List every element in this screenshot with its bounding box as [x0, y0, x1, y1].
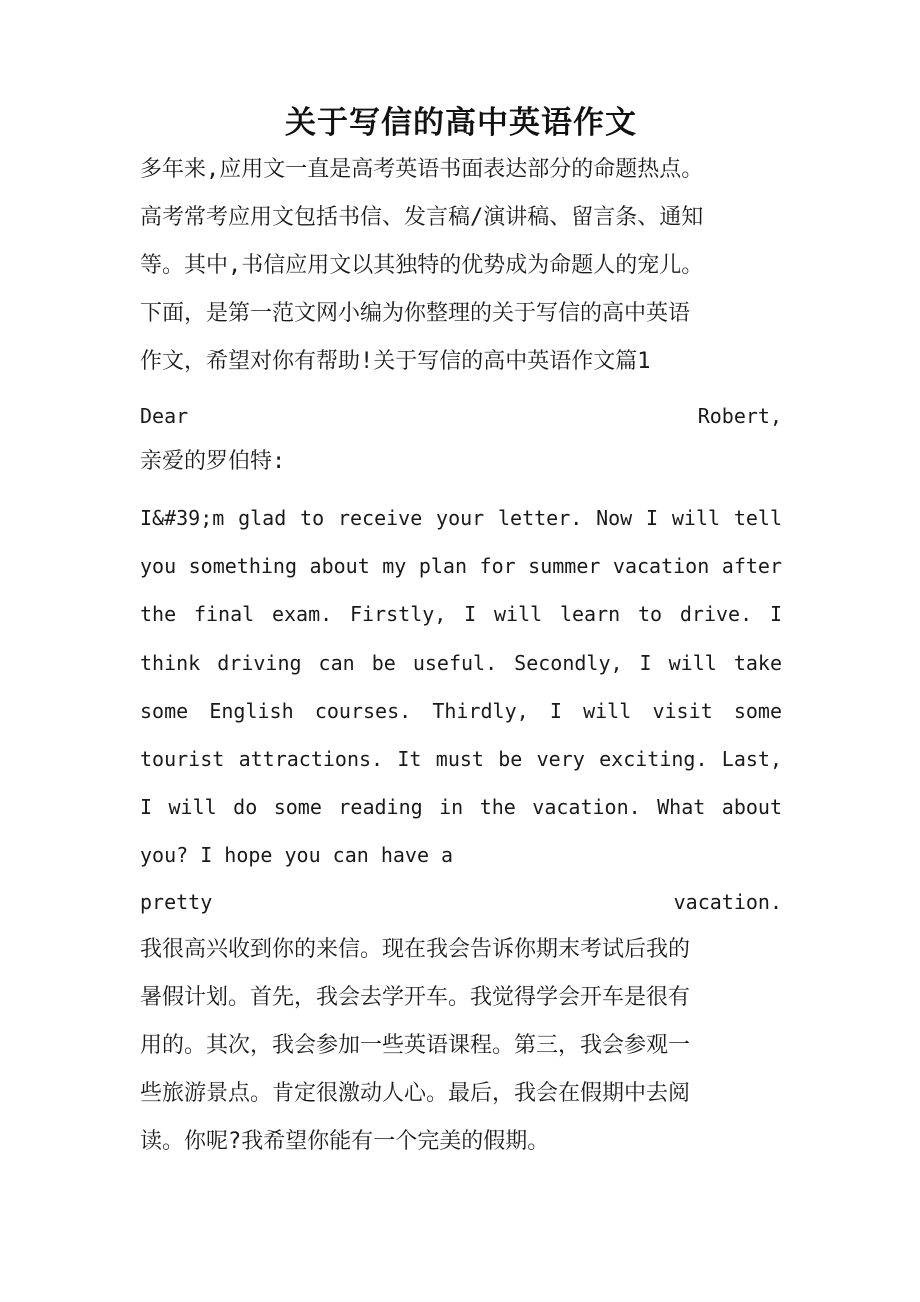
translation-line: 些旅游景点。肯定很激动人心。最后，我会在假期中去阅	[140, 1080, 691, 1106]
greeting-dear: Dear	[140, 404, 189, 428]
intro-line: 作文，希望对你有帮助!关于写信的高中英语作文篇1	[140, 349, 651, 374]
intro-paragraph	[140, 146, 782, 386]
greeting-name: Robert,	[697, 404, 782, 428]
letter-closing	[140, 878, 782, 926]
translation-line: 用的。其次，我会参加一些英语课程。第三，我会参观一	[140, 1032, 691, 1058]
translation-line: 读。你呢?我希望你能有一个完美的假期。	[140, 1128, 550, 1154]
closing-right: vacation.	[673, 889, 782, 914]
translation-line: 我很高兴收到你的来信。现在我会告诉你期末考试后我的	[140, 936, 691, 962]
greeting-chinese: 亲爱的罗伯特:	[140, 449, 286, 474]
closing-left: pretty	[140, 889, 213, 914]
letter-greeting	[140, 392, 782, 440]
document-page	[140, 100, 782, 1166]
intro-line: 下面，是第一范文网小编为你整理的关于写信的高中英语	[140, 301, 691, 326]
translation-line: 暑假计划。首先，我会去学开车。我觉得学会开车是很有	[140, 984, 691, 1010]
page-title: 关于写信的高中英语作文	[285, 105, 637, 141]
letter-body-english: I&#39;m glad to receive your letter. Now I will tell you something about my plan for summer vacation after the final exam. Firstly, I will learn to drive. I think driving can be useful. Secondly, I will take some English courses. Thirdly, I will visit some tourist attractions. It must be very exciting. Last, I will do some reading in the vacation. What about you? I hope you can have a	[140, 506, 782, 868]
intro-line: 等。其中,书信应用文以其独特的优势成为命题人的宠儿。	[140, 253, 704, 278]
intro-line: 高考常考应用文包括书信、发言稿/演讲稿、留言条、通知	[140, 205, 704, 230]
translation-paragraph	[140, 926, 782, 1166]
intro-line: 多年来,应用文一直是高考英语书面表达部分的命题热点。	[140, 157, 704, 182]
